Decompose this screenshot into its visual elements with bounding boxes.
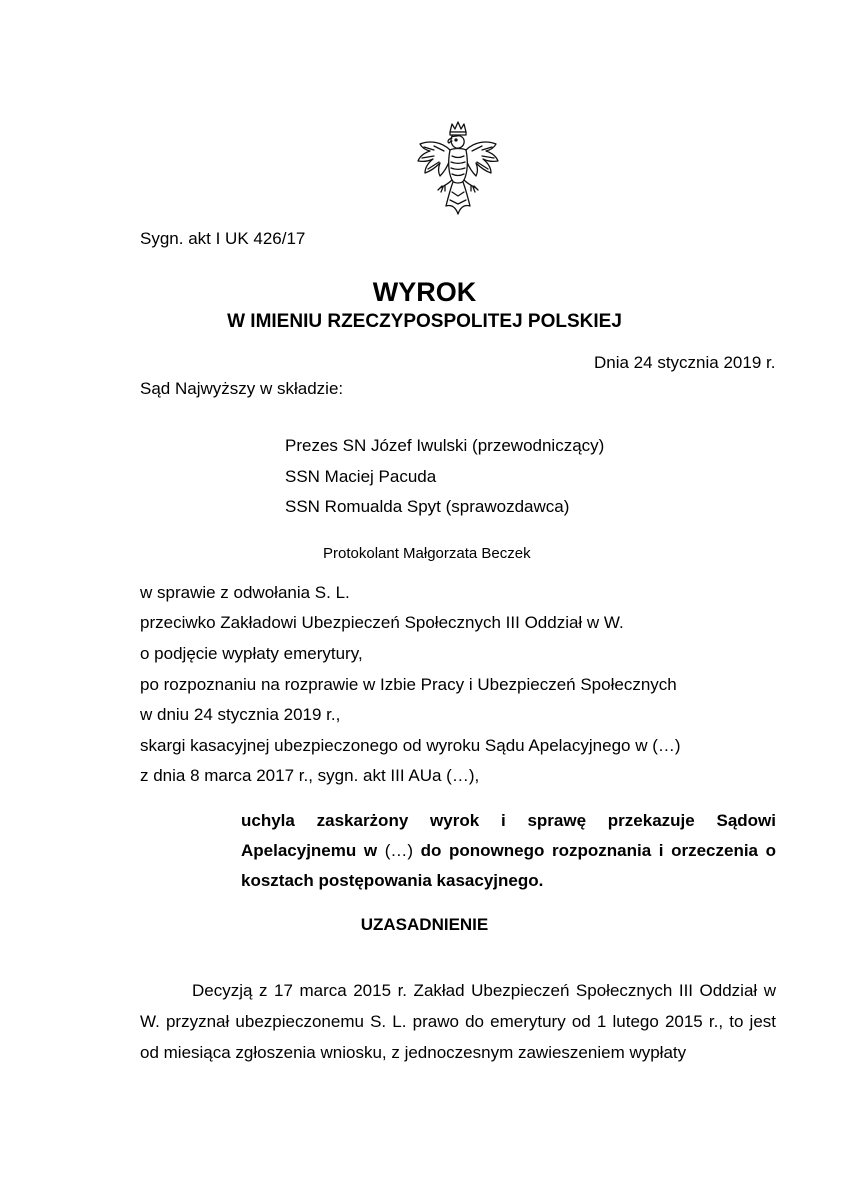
justification-heading: UZASADNIENIE — [360, 915, 489, 934]
document-title: WYROK — [372, 277, 477, 307]
court-clerk: Protokolant Małgorzata Beczek — [323, 545, 531, 562]
verdict-paragraph — [241, 806, 776, 896]
verdict-text: uchyla zaskarżony wyrok i sprawę przekazuje Sądowi Apelacyjnemu w — [241, 811, 776, 860]
verdict-ellipsis: (…) — [384, 841, 414, 860]
case-line: o podjęcie wypłaty emerytury, — [140, 644, 363, 663]
polish-eagle-emblem — [412, 120, 504, 216]
court-composition-intro: Sąd Najwyższy w składzie: — [140, 379, 344, 398]
judge-presiding: Prezes SN Józef Iwulski (przewodniczący) — [285, 436, 605, 455]
verdict-text-end: do ponownego rozpoznania i orzeczenia o kosztach postępowania kasacyjnego. — [241, 841, 776, 890]
judgment-date: Dnia 24 stycznia 2019 r. — [594, 353, 776, 372]
judge-member: SSN Maciej Pacuda — [285, 467, 437, 486]
case-signature: Sygn. akt I UK 426/17 — [140, 229, 306, 248]
judge-rapporteur: SSN Romualda Spyt (sprawozdawca) — [285, 497, 570, 516]
case-line: w sprawie z odwołania S. L. — [140, 583, 350, 602]
case-line: z dnia 8 marca 2017 r., sygn. akt III AUa (…), — [140, 766, 480, 785]
justification-paragraph: Decyzją z 17 marca 2015 r. Zakład Ubezpieczeń Społecznych III Oddział w W. przyznał ubezpieczonemu S. L. prawo do emerytury od 1 lutego 2015 r., to jest od miesiąca zgłoszenia wniosku, z jednoczesnym zawieszeniem wypłaty — [140, 981, 776, 1062]
case-line: po rozpoznaniu na rozprawie w Izbie Pracy i Ubezpieczeń Społecznych — [140, 675, 677, 694]
case-line: skargi kasacyjnej ubezpieczonego od wyroku Sądu Apelacyjnego w (…) — [140, 736, 681, 755]
case-line: przeciwko Zakładowi Ubezpieczeń Społecznych III Oddział w W. — [140, 613, 624, 632]
case-line: w dniu 24 stycznia 2019 r., — [140, 705, 341, 724]
document-subtitle: W IMIENIU RZECZYPOSPOLITEJ POLSKIEJ — [227, 311, 622, 332]
